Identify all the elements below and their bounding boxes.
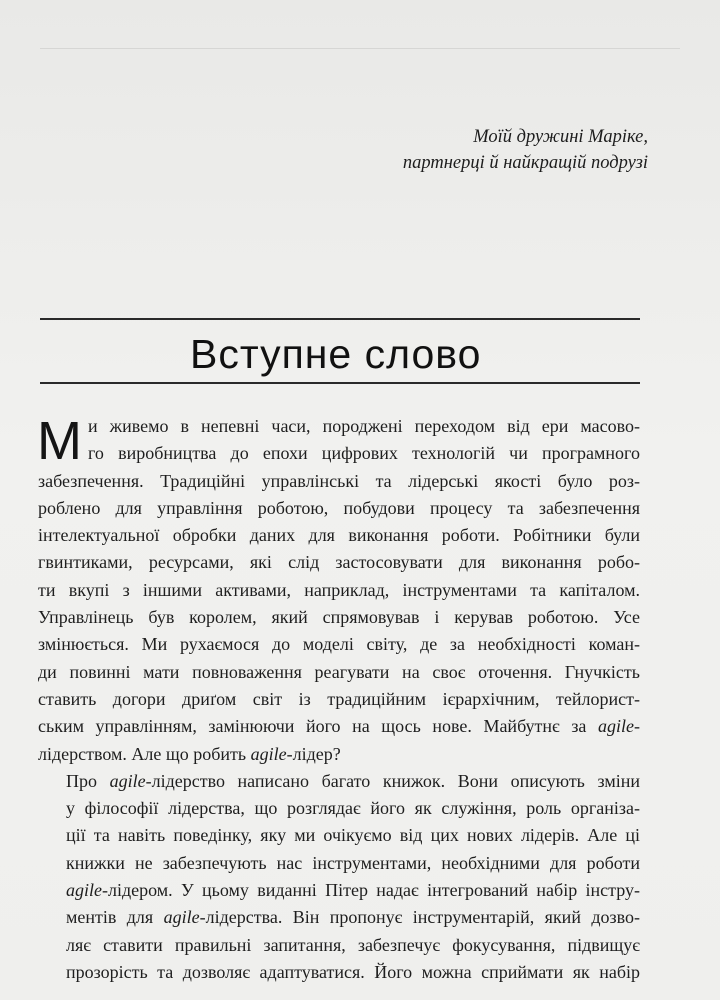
text-line: ляє ставити правильні запитання, забезпечує фокусування, підвищує bbox=[66, 934, 640, 955]
text-line: прозорість та дозволяє адаптуватися. Його можна сприймати як набір bbox=[66, 961, 640, 982]
text-line: и живемо в непевні часи, породжені переходом від ери масово- bbox=[87, 416, 640, 436]
text-line: у філософії лідерства, що розглядає його як служіння, роль організа- bbox=[66, 798, 640, 819]
text-line: змінюється. Ми рухаємося до моделі світу, де за необхідності коман- bbox=[38, 634, 640, 655]
drop-cap: М bbox=[37, 411, 82, 471]
italic-term: agile bbox=[598, 716, 634, 737]
text-line: ди повинні мати повноваження реагувати на своє оточення. Гнучкість bbox=[38, 661, 640, 682]
text-line: забезпечення. Традиційні управлінські та лідерські якості було роз- bbox=[38, 470, 640, 491]
dedication-line-1: Моїй дружині Маріке, bbox=[473, 127, 648, 147]
text-line bbox=[38, 713, 640, 740]
text-line: гвинтиками, ресурсами, які слід застосовувати для виконання робо- bbox=[38, 552, 640, 573]
text-fragment: Про bbox=[66, 770, 97, 791]
title-rule-bottom bbox=[40, 382, 640, 384]
text-line: книжки не забезпечують нас інструментами, необхідними для роботи bbox=[66, 852, 640, 873]
text-line: Управлінець був королем, який спрямовував і керував роботою. Усе bbox=[38, 607, 640, 628]
italic-term: agile bbox=[250, 743, 287, 764]
body-text bbox=[38, 413, 640, 986]
text-line: інтелектуальної обробки даних для виконання роботи. Робітники були bbox=[38, 525, 640, 546]
italic-term: agile bbox=[66, 880, 102, 901]
text-line bbox=[38, 877, 640, 904]
text-fragment: -лідер? bbox=[286, 743, 341, 764]
text-fragment: ментів для bbox=[66, 907, 154, 928]
italic-term: agile bbox=[163, 907, 200, 928]
text-fragment: -лідерство написано багато книжок. Вони описують зміни bbox=[145, 770, 640, 791]
text-line bbox=[38, 741, 640, 768]
text-line: ти вкупі з іншими активами, наприклад, інструментами та капіталом. bbox=[38, 579, 640, 600]
text-fragment: лідерством. Але що робить bbox=[38, 743, 247, 764]
paragraph-2 bbox=[38, 768, 640, 986]
text-line: ставить догори дриґом світ із традиційним ієрархічним, тейлорист- bbox=[38, 688, 640, 709]
text-line: ції та навіть поведінку, яку ми очікуємо від цих нових лідерів. Але ці bbox=[66, 825, 640, 846]
faded-running-header bbox=[40, 28, 680, 49]
text-fragment: -лідером. У цьому виданні Пітер надає інтегрований набір інстру- bbox=[102, 880, 640, 901]
italic-term: agile bbox=[109, 770, 146, 791]
text-fragment: ським управлінням, замінюючи його на щось нове. Майбутнє за bbox=[38, 716, 587, 737]
paragraph-1 bbox=[38, 413, 640, 768]
dedication-line-2: партнерці й найкращій подрузі bbox=[402, 153, 648, 173]
text-line: го виробництва до епохи цифрових технологій чи програмного bbox=[87, 443, 640, 464]
dedication bbox=[403, 124, 648, 176]
chapter-title: Вступне слово bbox=[190, 331, 482, 377]
text-line bbox=[38, 768, 640, 795]
text-fragment: - bbox=[634, 716, 640, 737]
text-line bbox=[38, 904, 640, 931]
title-rule-top bbox=[40, 318, 640, 320]
text-fragment: -лідерства. Він пропонує інструментарій, який дозво- bbox=[199, 907, 640, 928]
text-line: роблено для управління роботою, побудови процесу та забезпечення bbox=[38, 497, 640, 518]
